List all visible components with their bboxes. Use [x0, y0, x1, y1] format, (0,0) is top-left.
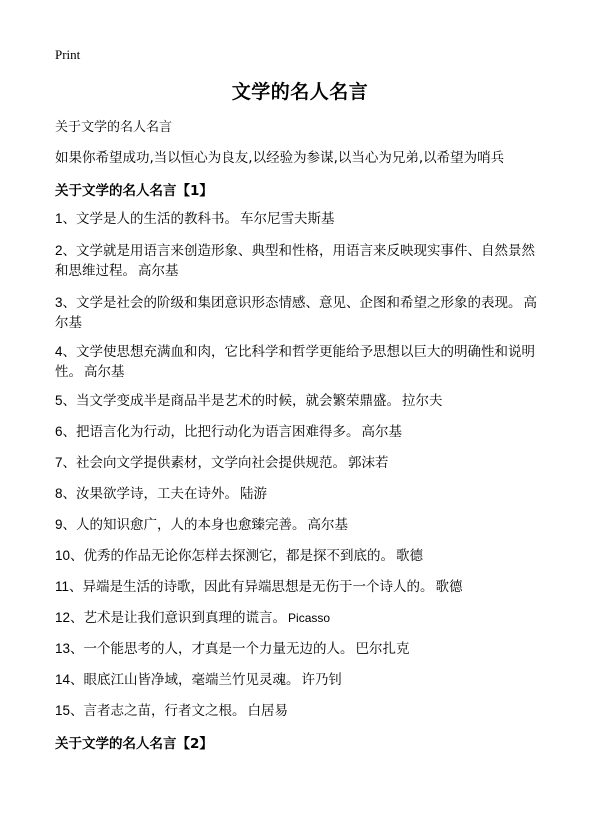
quote-author: 歌德 [396, 548, 424, 564]
quote-text: 眼底江山皆净域，毫端兰竹见灵魂。 [83, 672, 300, 688]
quote-item [55, 241, 547, 281]
quote-number: 11、 [55, 579, 83, 594]
quote-number: 15、 [55, 703, 84, 718]
section-heading-2: 关于文学的名人名言【2】 [55, 736, 213, 752]
quote-text: 文学是社会的阶级和集团意识形态情感、意见、企图和希望之形象的表现。 [76, 295, 522, 311]
quote-author: 高尔基 [138, 263, 179, 279]
quote-author: 白居易 [247, 703, 289, 719]
quote-number: 3、 [55, 295, 77, 310]
quote-text: 文学是人的生活的教科书。 [76, 211, 239, 227]
quote-text: 文学就是用语言来创造形象、典型和性格，用语言来反映现实事件、自然景然和思维过程。 [55, 243, 536, 279]
quote-number: 8、 [55, 486, 77, 501]
quote-author: 高尔基 [361, 424, 403, 440]
quote-text: 一个能思考的人，才真是一个力量无边的人。 [83, 641, 354, 657]
quote-text: 言者志之苗，行者文之根。 [83, 703, 246, 719]
quote-item [55, 342, 547, 382]
document-subtitle: 关于文学的名人名言 [55, 120, 173, 135]
quote-text: 异端是生活的诗歌，因此有异端思想是无伤于一个诗人的。 [82, 579, 434, 595]
quote-item [55, 639, 547, 659]
quote-item [55, 209, 547, 229]
section-heading-1: 关于文学的名人名言【1】 [55, 183, 213, 199]
quote-item [55, 422, 547, 442]
quote-author: 歌德 [435, 579, 463, 595]
quote-number: 5、 [55, 393, 77, 408]
quote-item [55, 391, 547, 411]
quote-number: 12、 [55, 610, 84, 625]
quote-item [55, 515, 547, 535]
quote-author: 高尔基 [307, 517, 349, 533]
quote-number: 6、 [55, 424, 77, 439]
quote-text: 把语言化为行动，比把行动化为语言困难得多。 [76, 424, 360, 440]
quote-item [55, 453, 547, 473]
quote-item [55, 577, 547, 597]
quote-text: 艺术是让我们意识到真理的谎言。 [83, 610, 287, 626]
quote-author: 陆游 [240, 486, 268, 502]
quote-author: 车尔尼雪夫斯基 [240, 211, 335, 227]
quote-text: 社会向文学提供素材，文学向社会提供规范。 [76, 455, 347, 471]
quote-number: 10、 [55, 548, 84, 563]
quote-item [55, 546, 547, 566]
quote-number: 4、 [55, 344, 77, 359]
quote-author: Picasso [288, 611, 331, 625]
quote-item [55, 701, 547, 721]
document-title: 文学的名人名言 [231, 81, 369, 103]
quote-author: 许乃钊 [301, 672, 343, 688]
quote-author: 高尔基 [84, 364, 125, 380]
print-link[interactable]: Print [55, 47, 81, 62]
quote-number: 7、 [55, 455, 77, 470]
quote-text: 文学使思想充满血和肉，它比科学和哲学更能给予思想以巨大的明确性和说明性。 [55, 344, 536, 380]
quote-author: 拉尔夫 [402, 393, 443, 409]
quote-text: 优秀的作品无论你怎样去探测它，都是探不到底的。 [83, 548, 395, 564]
quote-author: 郭沫若 [348, 455, 389, 471]
quote-item [55, 293, 547, 333]
quote-item [55, 484, 547, 504]
quote-number: 2、 [55, 243, 77, 258]
quote-item [55, 670, 547, 690]
quote-author: 巴尔扎克 [355, 641, 410, 657]
quote-text: 人的知识愈广，人的本身也愈臻完善。 [76, 517, 306, 533]
quote-number: 14、 [55, 672, 84, 687]
quote-number: 9、 [55, 517, 77, 532]
quote-number: 13、 [55, 641, 84, 656]
quote-item [55, 608, 547, 628]
quote-text: 汝果欲学诗，工夫在诗外。 [76, 486, 239, 502]
intro-paragraph: 如果你希望成功,当以恒心为良友,以经验为参谋,以当心为兄弟,以希望为哨兵 [55, 150, 505, 166]
quote-author: 高尔基 [55, 295, 538, 331]
quote-text: 当文学变成半是商品半是艺术的时候，就会繁荣鼎盛。 [76, 393, 401, 409]
quote-number: 1、 [55, 211, 77, 226]
